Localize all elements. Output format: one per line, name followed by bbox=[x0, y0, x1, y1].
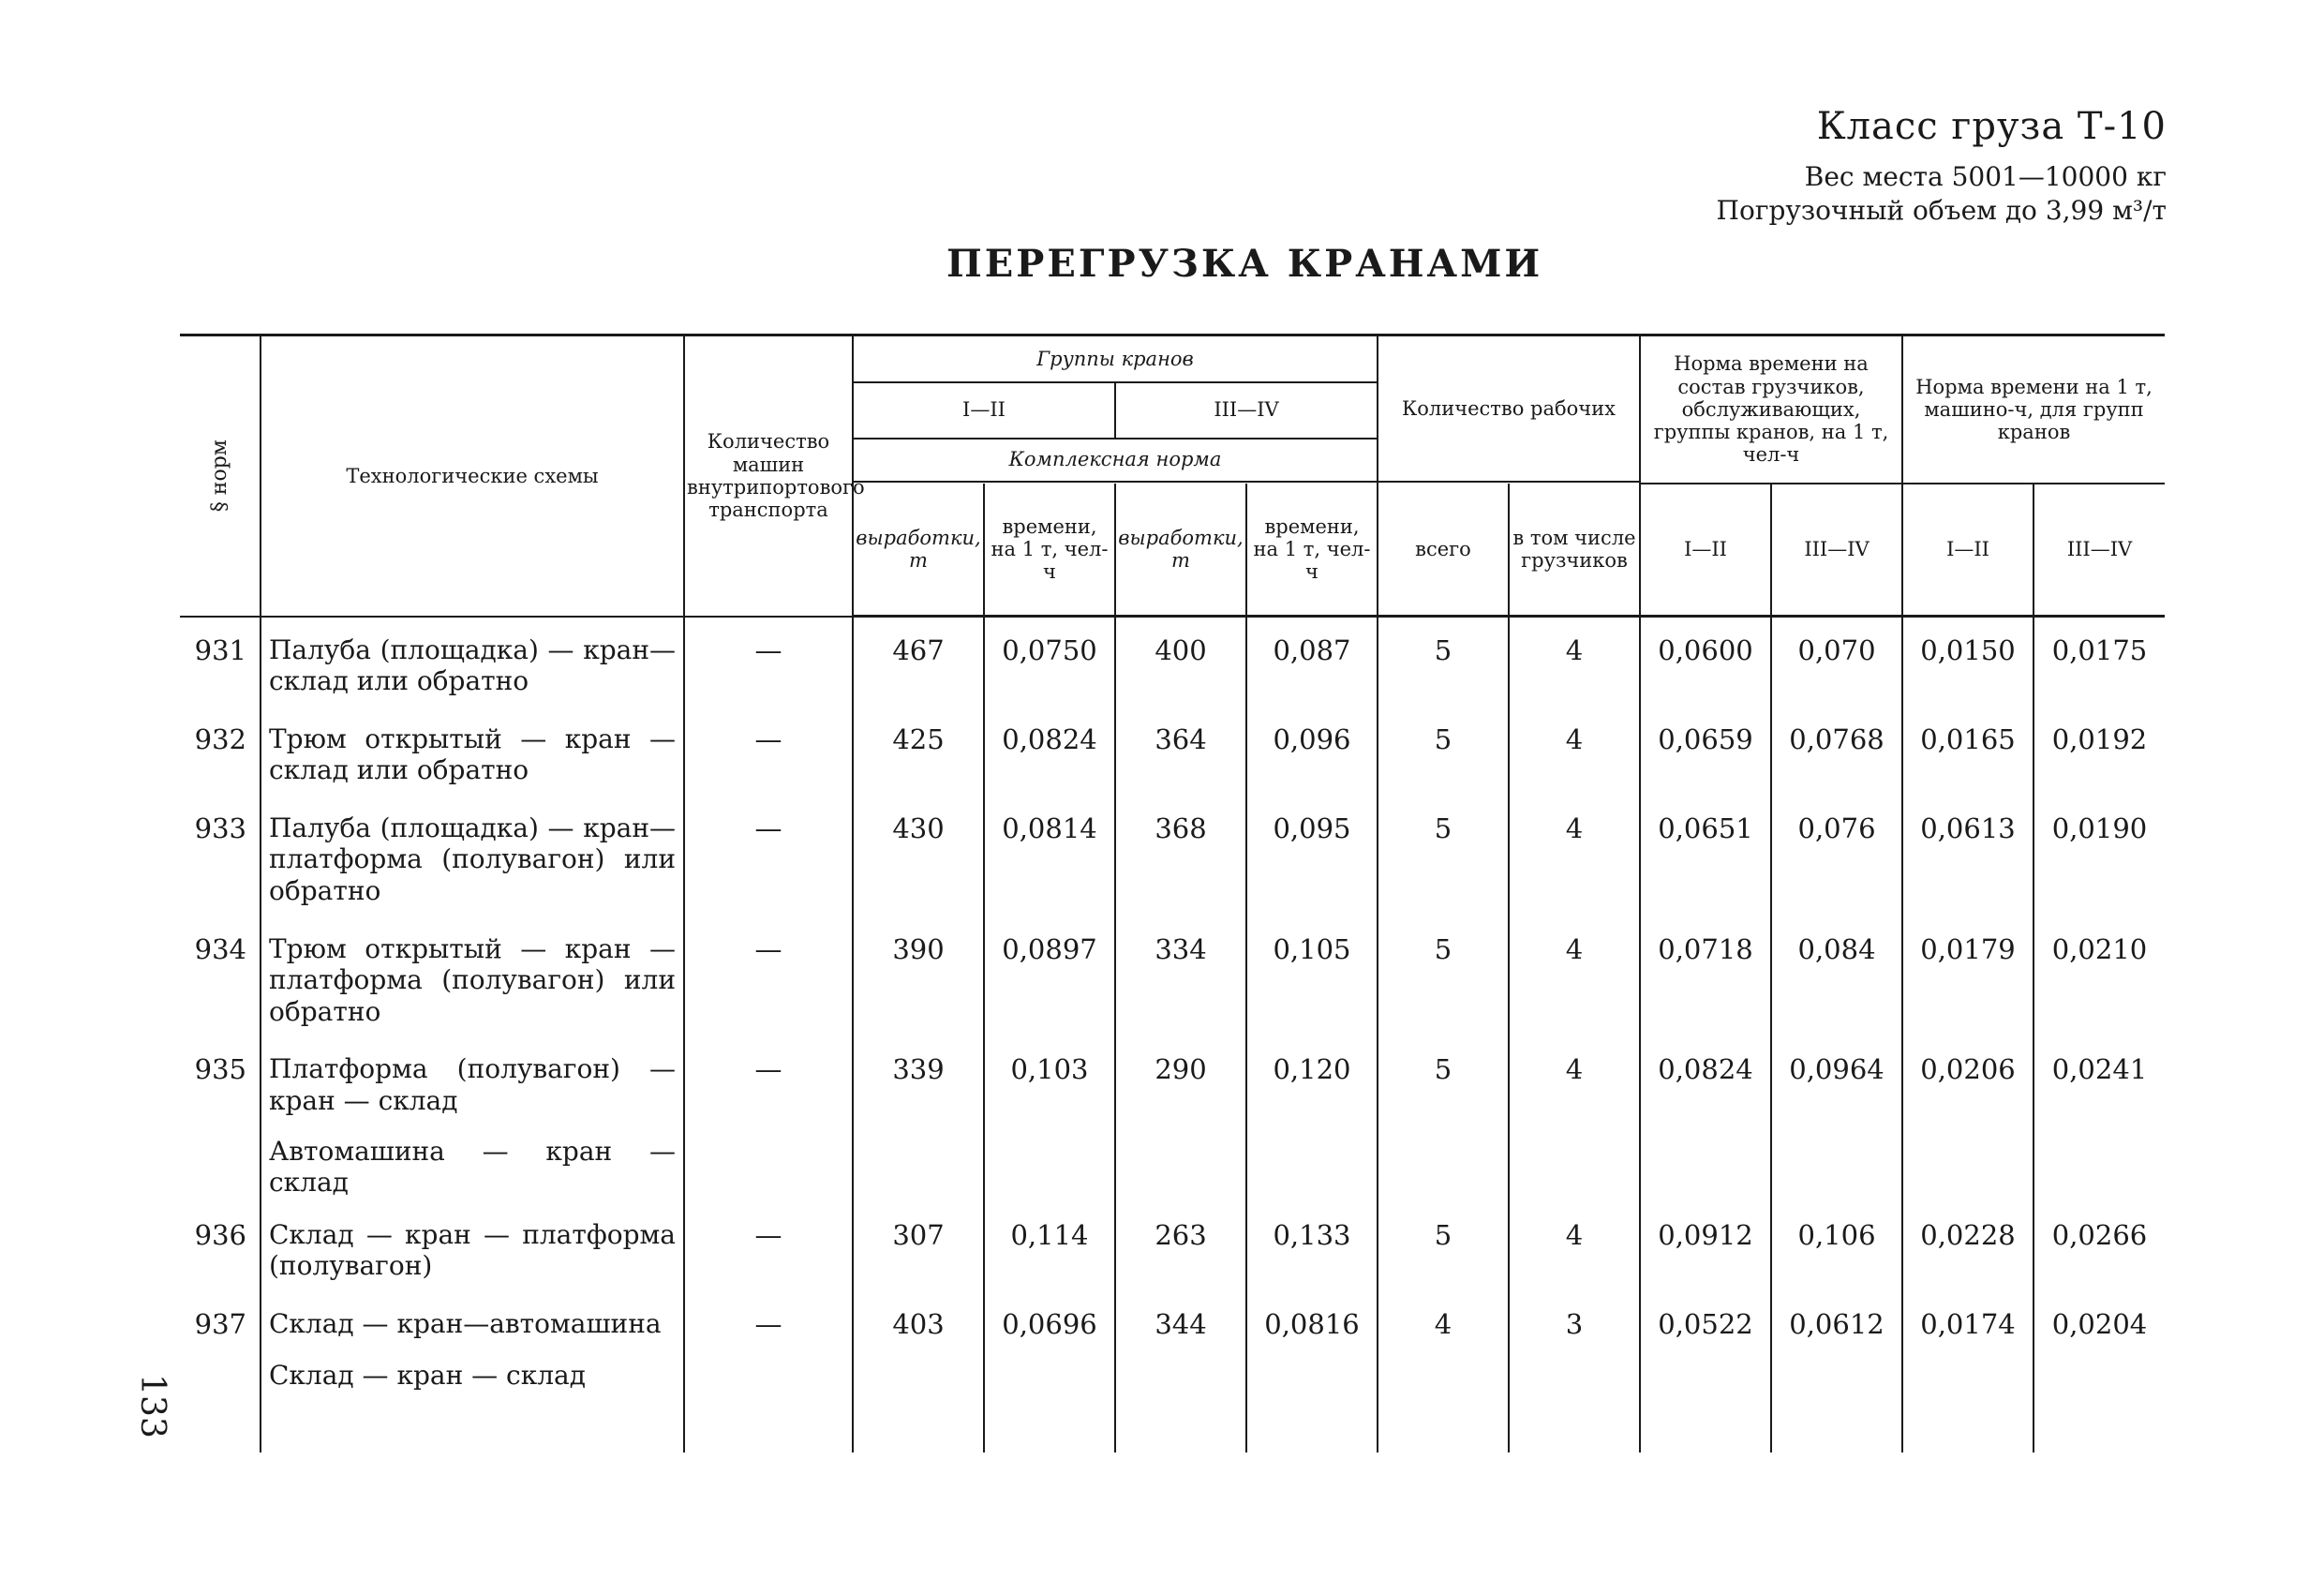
time-1-2-header: времени, на 1 т, чел-ч bbox=[984, 484, 1115, 617]
output-3-4-cell: 364 bbox=[1115, 707, 1246, 796]
time-1-2-cell: 0,0696 bbox=[984, 1291, 1115, 1350]
scheme-header: Технологические схемы bbox=[261, 335, 684, 617]
time-1-2-cell: 0,0750 bbox=[984, 617, 1115, 707]
loaders-cell bbox=[1509, 1126, 1640, 1202]
output-3-4-cell bbox=[1115, 1126, 1246, 1202]
output-1-2-cell: 390 bbox=[853, 916, 984, 1037]
output-3-4-cell: 400 bbox=[1115, 617, 1246, 707]
machine-norm-3-4-cell: 0,0192 bbox=[2034, 707, 2165, 796]
machines-cell: — bbox=[684, 1291, 853, 1350]
crew-norm-3-4-cell: 0,106 bbox=[1771, 1202, 1902, 1291]
machine-norm-1-2-cell: 0,0613 bbox=[1902, 796, 2034, 916]
time-1-2-cell bbox=[984, 1350, 1115, 1395]
output-3-4-cell bbox=[1115, 1350, 1246, 1395]
output-1-2-cell: 339 bbox=[853, 1036, 984, 1125]
output-3-4-cell: 290 bbox=[1115, 1036, 1246, 1125]
norm-number: 934 bbox=[194, 932, 246, 965]
time-3-4-cell: 0,087 bbox=[1246, 617, 1378, 707]
total-workers-cell bbox=[1378, 1126, 1509, 1202]
machine-norm-1-2-cell bbox=[1902, 1350, 2034, 1395]
loaders-cell: 4 bbox=[1509, 1202, 1640, 1291]
group-1-2-header: I—II bbox=[853, 382, 1115, 439]
scheme-cell: Платформа (полувагон) — кран — склад bbox=[261, 1036, 684, 1125]
page-number: 133 bbox=[132, 1374, 171, 1438]
norm-number bbox=[180, 1350, 261, 1395]
machine-norm-1-2-cell: 0,0206 bbox=[1902, 1036, 2034, 1125]
total-workers-cell: 5 bbox=[1378, 916, 1509, 1037]
norm-number: 936 bbox=[194, 1218, 246, 1251]
output-1-2-cell: 403 bbox=[853, 1291, 984, 1350]
scheme-cell: Палуба (площадка) — кран— склад или обратно bbox=[261, 617, 684, 707]
machine-norm-3-4-cell: 0,0210 bbox=[2034, 916, 2165, 1037]
crew-norm-1-2-cell: 0,0600 bbox=[1640, 617, 1771, 707]
crew-norm-3-4-cell: 0,070 bbox=[1771, 617, 1902, 707]
crew-norm-header: Норма времени на состав грузчиков, обслуживающих, группы кранов, на 1 т, чел-ч bbox=[1640, 335, 1902, 484]
group-3-4-header: III—IV bbox=[1115, 382, 1378, 439]
time-1-2-cell bbox=[984, 1126, 1115, 1202]
output-1-2-cell bbox=[853, 1350, 984, 1395]
machine-norm-3-4-header: III—IV bbox=[2034, 484, 2165, 617]
scheme-cell: Склад — кран — платформа (полувагон) bbox=[261, 1202, 684, 1291]
machine-norm-1-2-cell: 0,0174 bbox=[1902, 1291, 2034, 1350]
output-1-2-cell: 425 bbox=[853, 707, 984, 796]
norm-number: 935 bbox=[194, 1053, 246, 1086]
machine-norm-3-4-cell bbox=[2034, 1126, 2165, 1202]
page-title: ПЕРЕГРУЗКА КРАНАМИ bbox=[946, 242, 1543, 286]
norms-table-body bbox=[180, 617, 2165, 1453]
norm-number bbox=[180, 1126, 261, 1202]
crew-norm-3-4-header: III—IV bbox=[1771, 484, 1902, 617]
crew-norm-1-2-cell: 0,0912 bbox=[1640, 1202, 1771, 1291]
time-1-2-cell: 0,103 bbox=[984, 1036, 1115, 1125]
table-row bbox=[180, 1126, 2165, 1202]
scheme-cell: Автомашина — кран — склад bbox=[261, 1126, 684, 1202]
crew-norm-1-2-cell: 0,0651 bbox=[1640, 796, 1771, 916]
machine-norm-3-4-cell: 0,0266 bbox=[2034, 1202, 2165, 1291]
scheme-cell: Трюм открытый — кран — платформа (полувагон) или обратно bbox=[261, 916, 684, 1037]
table-filler-row bbox=[180, 1394, 2165, 1452]
machine-norm-3-4-cell: 0,0190 bbox=[2034, 796, 2165, 916]
table-row bbox=[180, 916, 2165, 1037]
machine-norm-3-4-cell: 0,0241 bbox=[2034, 1036, 2165, 1125]
total-workers-header: всего bbox=[1378, 484, 1509, 617]
time-3-4-cell: 0,120 bbox=[1246, 1036, 1378, 1125]
time-1-2-cell: 0,0814 bbox=[984, 796, 1115, 916]
crew-norm-1-2-cell: 0,0718 bbox=[1640, 916, 1771, 1037]
machines-cell bbox=[684, 1350, 853, 1395]
norm-number: 932 bbox=[194, 723, 246, 755]
output-1-2-header: выработки, т bbox=[853, 484, 984, 617]
machines-cell bbox=[684, 1126, 853, 1202]
output-3-4-header: выработки, т bbox=[1115, 484, 1246, 617]
loaders-header: в том числе грузчиков bbox=[1509, 484, 1640, 617]
crew-norm-1-2-header: I—II bbox=[1640, 484, 1771, 617]
time-3-4-cell: 0,096 bbox=[1246, 707, 1378, 796]
norm-number: 937 bbox=[194, 1308, 246, 1340]
crew-norm-1-2-cell: 0,0659 bbox=[1640, 707, 1771, 796]
total-workers-cell: 5 bbox=[1378, 1202, 1509, 1291]
table-row bbox=[180, 707, 2165, 796]
norm-number: 931 bbox=[194, 633, 246, 666]
crew-norm-1-2-cell: 0,0824 bbox=[1640, 1036, 1771, 1125]
scheme-cell: Палуба (площадка) — кран— платформа (полувагон) или обратно bbox=[261, 796, 684, 916]
scheme-cell: Склад — кран — склад bbox=[261, 1350, 684, 1395]
crew-norm-1-2-cell bbox=[1640, 1126, 1771, 1202]
loaders-cell: 4 bbox=[1509, 617, 1640, 707]
total-workers-cell bbox=[1378, 1350, 1509, 1395]
crew-norm-1-2-cell bbox=[1640, 1350, 1771, 1395]
machines-cell: — bbox=[684, 617, 853, 707]
crew-norm-3-4-cell: 0,0612 bbox=[1771, 1291, 1902, 1350]
output-1-2-cell: 430 bbox=[853, 796, 984, 916]
machines-cell: — bbox=[684, 916, 853, 1037]
machines-cell: — bbox=[684, 1036, 853, 1125]
machine-norm-3-4-cell: 0,0204 bbox=[2034, 1291, 2165, 1350]
loaders-cell: 4 bbox=[1509, 796, 1640, 916]
cargo-class: Класс груза Т-10 bbox=[1816, 105, 2167, 148]
table-row bbox=[180, 1291, 2165, 1350]
output-1-2-cell bbox=[853, 1126, 984, 1202]
time-3-4-cell: 0,0816 bbox=[1246, 1291, 1378, 1350]
table-row bbox=[180, 1202, 2165, 1291]
machine-norm-1-2-header: I—II bbox=[1902, 484, 2034, 617]
scheme-cell: Склад — кран—автомашина bbox=[261, 1291, 684, 1350]
crew-norm-3-4-cell: 0,084 bbox=[1771, 916, 1902, 1037]
crew-norm-3-4-cell: 0,076 bbox=[1771, 796, 1902, 916]
loaders-cell: 3 bbox=[1509, 1291, 1640, 1350]
output-1-2-cell: 467 bbox=[853, 617, 984, 707]
total-workers-cell: 5 bbox=[1378, 796, 1509, 916]
output-3-4-cell: 263 bbox=[1115, 1202, 1246, 1291]
crew-norm-3-4-cell: 0,0964 bbox=[1771, 1036, 1902, 1125]
machines-cell: — bbox=[684, 796, 853, 916]
norms-table bbox=[180, 334, 2165, 1452]
cargo-volume: Погрузочный объем до 3,99 м³/т bbox=[1716, 195, 2167, 226]
loaders-cell bbox=[1509, 1350, 1640, 1395]
total-workers-cell: 4 bbox=[1378, 1291, 1509, 1350]
time-1-2-cell: 0,114 bbox=[984, 1202, 1115, 1291]
time-1-2-cell: 0,0824 bbox=[984, 707, 1115, 796]
time-3-4-cell: 0,095 bbox=[1246, 796, 1378, 916]
crew-norm-3-4-cell bbox=[1771, 1350, 1902, 1395]
cargo-weight: Вес места 5001—10000 кг bbox=[1804, 161, 2167, 192]
machine-norm-1-2-cell: 0,0150 bbox=[1902, 617, 2034, 707]
workers-header: Количество рабочих bbox=[1378, 335, 1640, 482]
crew-norm-3-4-cell: 0,0768 bbox=[1771, 707, 1902, 796]
table-row bbox=[180, 617, 2165, 707]
time-1-2-cell: 0,0897 bbox=[984, 916, 1115, 1037]
total-workers-cell: 5 bbox=[1378, 707, 1509, 796]
machines-header: Количество машин внутрипортового транспорта bbox=[684, 335, 853, 617]
machine-norm-1-2-cell bbox=[1902, 1126, 2034, 1202]
loaders-cell: 4 bbox=[1509, 1036, 1640, 1125]
machine-norm-1-2-cell: 0,0228 bbox=[1902, 1202, 2034, 1291]
table-row bbox=[180, 1350, 2165, 1395]
time-3-4-header: времени, на 1 т, чел-ч bbox=[1246, 484, 1378, 617]
table-row bbox=[180, 1036, 2165, 1125]
machine-norm-3-4-cell: 0,0175 bbox=[2034, 617, 2165, 707]
machines-cell: — bbox=[684, 707, 853, 796]
scheme-cell: Трюм открытый — кран — склад или обратно bbox=[261, 707, 684, 796]
complex-norm-header: Комплексная норма bbox=[853, 439, 1378, 482]
output-1-2-cell: 307 bbox=[853, 1202, 984, 1291]
time-3-4-cell bbox=[1246, 1350, 1378, 1395]
num-header: § норм bbox=[180, 335, 261, 617]
norm-number: 933 bbox=[194, 812, 246, 844]
crew-norm-1-2-cell: 0,0522 bbox=[1640, 1291, 1771, 1350]
machine-norm-1-2-cell: 0,0179 bbox=[1902, 916, 2034, 1037]
time-3-4-cell: 0,133 bbox=[1246, 1202, 1378, 1291]
loaders-cell: 4 bbox=[1509, 916, 1640, 1037]
output-3-4-cell: 368 bbox=[1115, 796, 1246, 916]
machine-norm-3-4-cell bbox=[2034, 1350, 2165, 1395]
time-3-4-cell: 0,105 bbox=[1246, 916, 1378, 1037]
machine-norm-header: Норма времени на 1 т, машино-ч, для групп кранов bbox=[1902, 335, 2165, 484]
crew-norm-3-4-cell bbox=[1771, 1126, 1902, 1202]
table-row bbox=[180, 796, 2165, 916]
total-workers-cell: 5 bbox=[1378, 1036, 1509, 1125]
loaders-cell: 4 bbox=[1509, 707, 1640, 796]
crane-groups-header: Группы кранов bbox=[853, 335, 1378, 382]
machine-norm-1-2-cell: 0,0165 bbox=[1902, 707, 2034, 796]
machines-cell: — bbox=[684, 1202, 853, 1291]
output-3-4-cell: 344 bbox=[1115, 1291, 1246, 1350]
time-3-4-cell bbox=[1246, 1126, 1378, 1202]
output-3-4-cell: 334 bbox=[1115, 916, 1246, 1037]
total-workers-cell: 5 bbox=[1378, 617, 1509, 707]
